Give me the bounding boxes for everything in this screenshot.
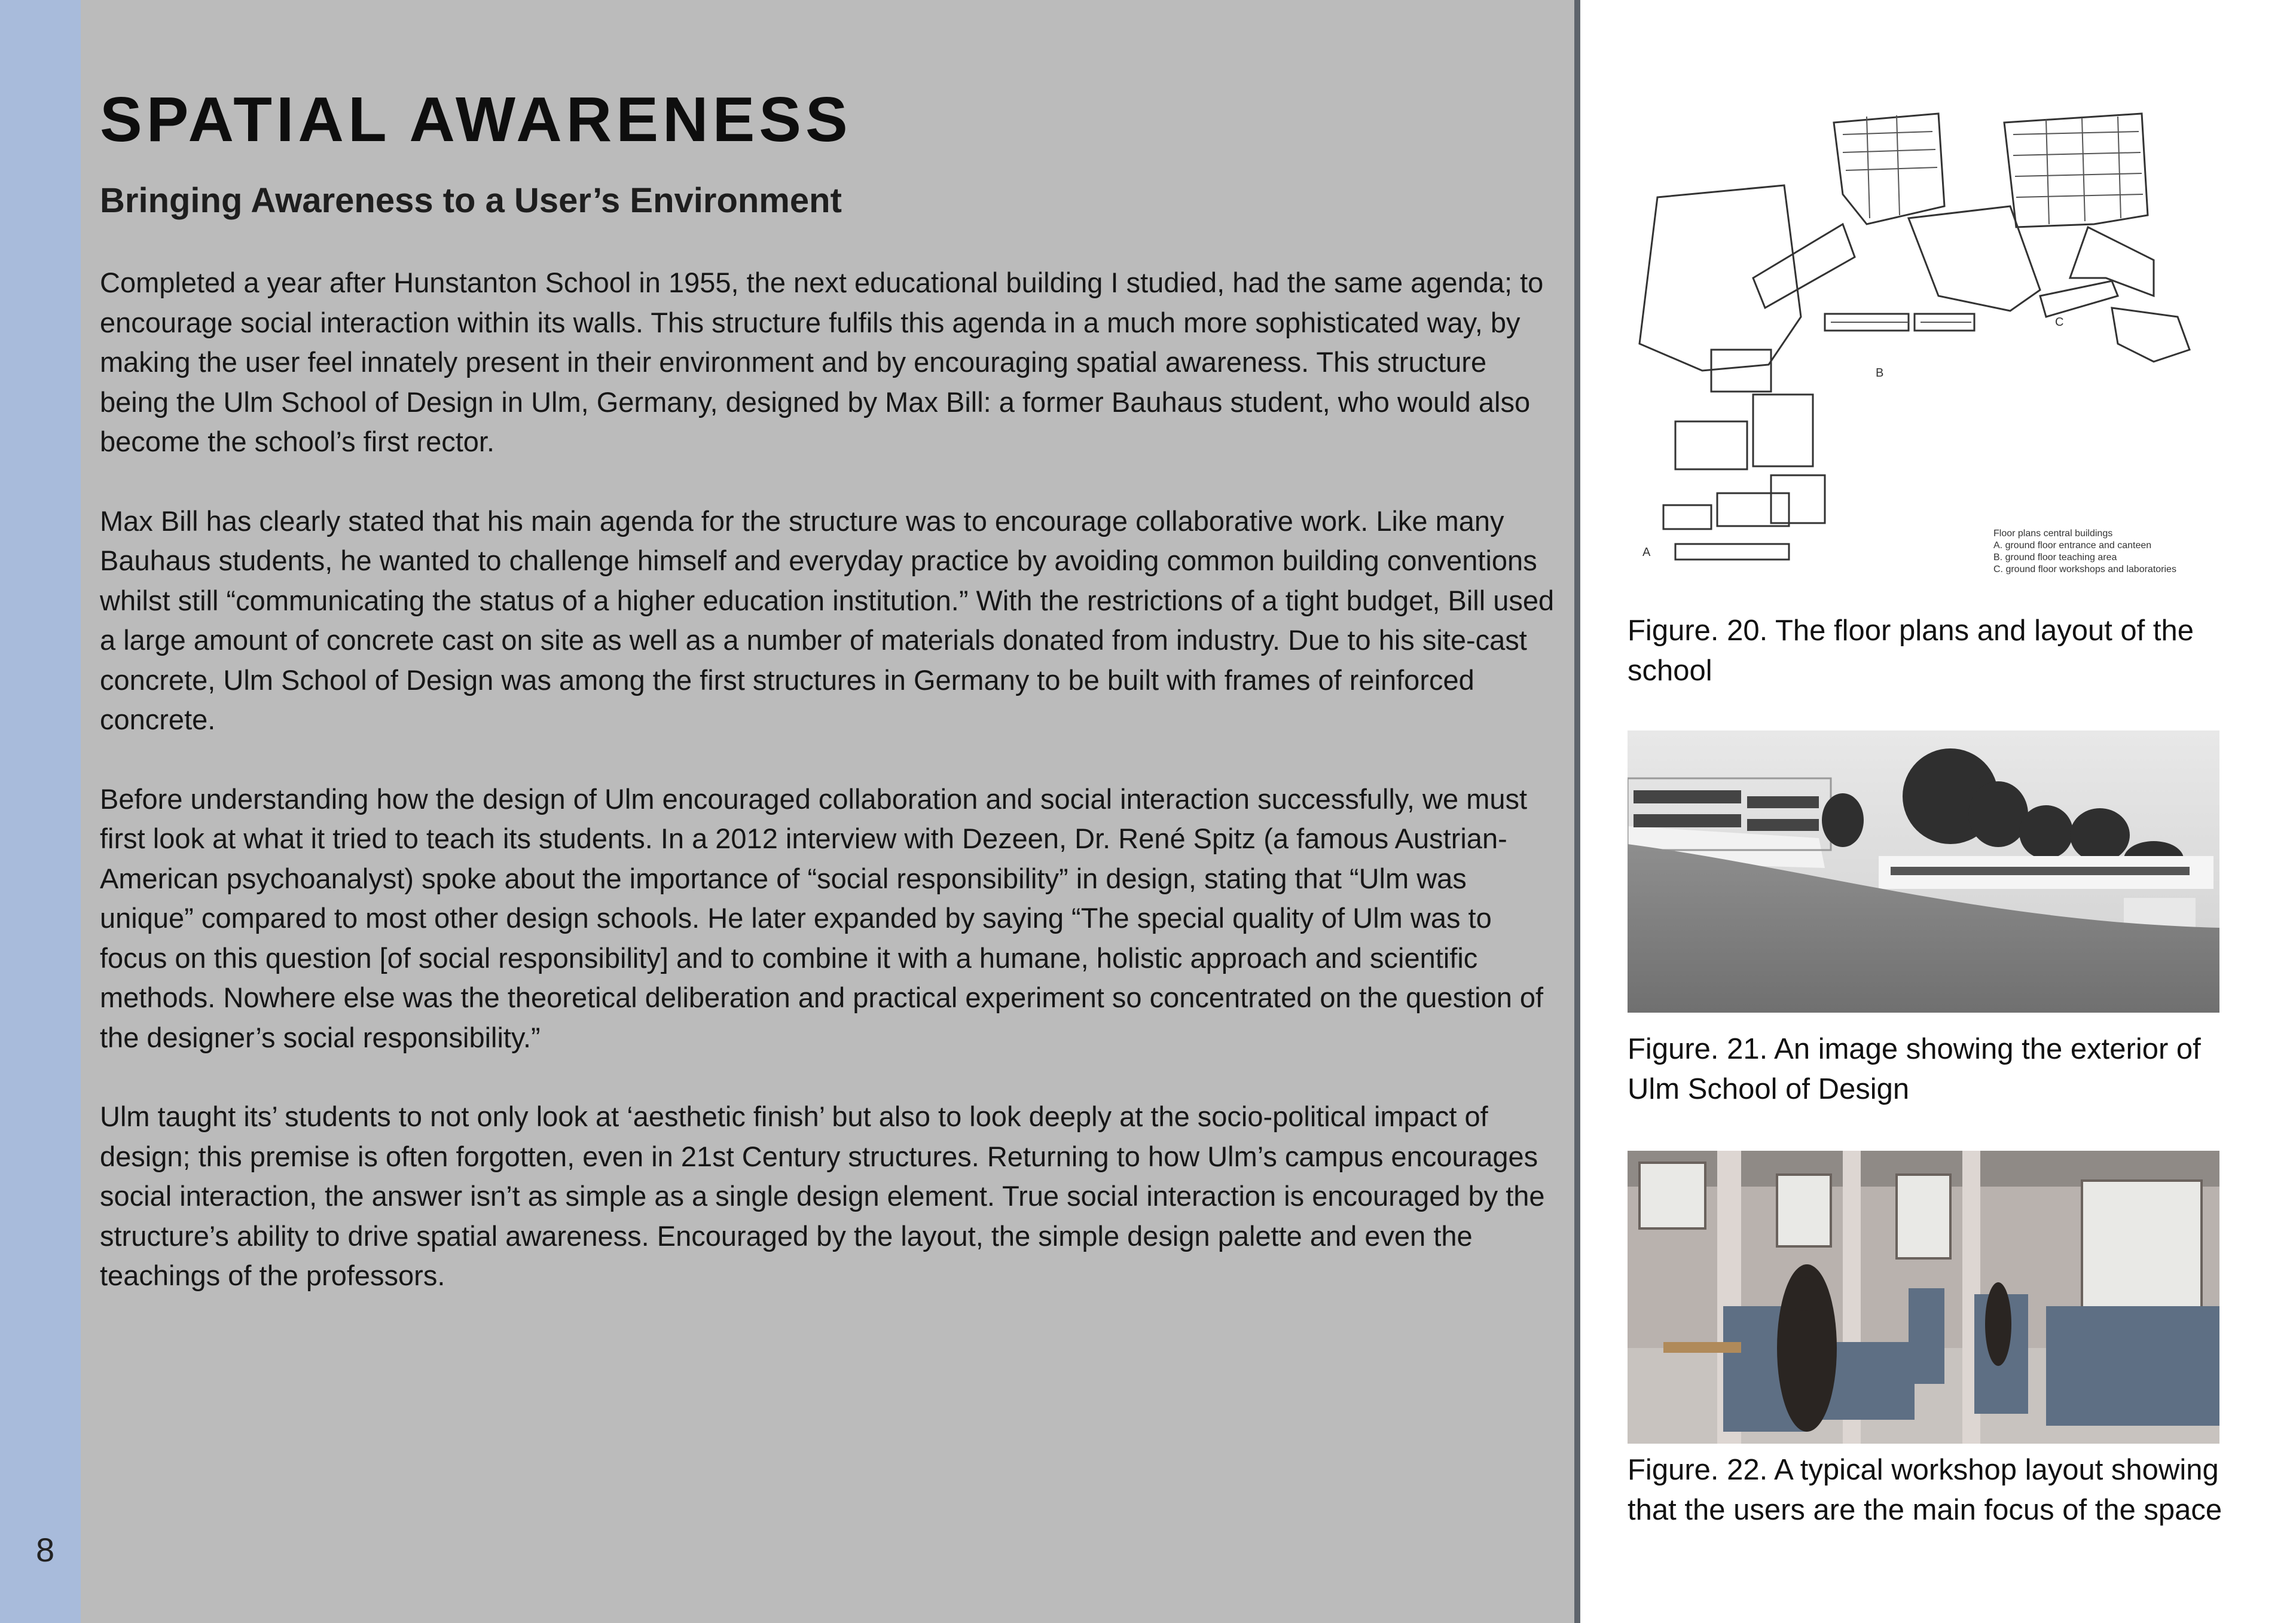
paragraph: Ulm taught its’ students to not only look at ‘aesthetic finish’ but also to look deeply at the socio-political impact of design; this premise is often forgotten, even in 21st Century structures. Returning to how Ulm’s campus encourages social interaction, the answer isn’t as simple as a single design element. True social interaction is encouraged by the structure’s ability to drive spatial awareness. Encouraged by the layout, the simple design palette and even the teachings of the professors.: [100, 1101, 1545, 1291]
paragraph: Completed a year after Hunstanton School in 1955, the next educational building I studied, had the same agenda; to encourage social interaction within its walls. This structure fulfils this agenda in a much more sophisticated way, by making the user feel innately present in their environment and by encouraging spatial awareness. This structure being the Ulm School of Design in Ulm, Germany, designed by Max Bill: a former Bauhaus student, who would also become the school’s first rector.: [100, 267, 1544, 457]
paragraph: Max Bill has clearly stated that his main agenda for the structure was to encourage collaborative work. Like many Bauhaus students, he wanted to challenge himself and everyday practice by avoiding common building conventions whilst still “communicating the status of a higher education institution.” With the restrictions of a tight budget, Bill used a large amount of concrete cast on site as well as a number of materials donated from industry. Due to his site-cast concrete, Ulm School of Design was among the first structures in Germany to be built with frames of reinforced concrete.: [100, 505, 1555, 735]
figure-caption-22: Figure. 22. A typical workshop layout showing that the users are the main focus of the space: [1628, 1454, 2222, 1526]
page-title: SPATIAL AWARENESS: [100, 84, 852, 155]
text-panel: [81, 0, 1574, 1623]
page-number: 8: [36, 1531, 55, 1569]
floor-plan-figure: [1628, 99, 2219, 586]
body-text: [100, 263, 1559, 1335]
paragraph: Before understanding how the design of Ulm encouraged collaboration and social interaction successfully, we must first look at what it tried to teach its students. In a 2012 interview with Dezeen, Dr. René Spitz (a famous Austrian-American psychoanalyst) spoke about the importance of “social responsibility” in design, stating that “Ulm was unique” compared to most other design schools. He later expanded by saying “The special quality of Ulm was to focus on this question [of social responsibility] and to combine it with a humane, holistic approach and scientific methods. Nowhere else was the theoretical deliberation and practical experiment so concentrated on the question of the designer’s social responsibility.”: [100, 783, 1544, 1053]
figure-caption-20: Figure. 20. The floor plans and layout of the school: [1628, 615, 2194, 687]
left-accent-strip: [0, 0, 81, 1623]
plan-legend-b: B. ground floor teaching area: [1993, 552, 2117, 563]
plan-label-a: A: [1642, 546, 1651, 559]
plan-label-b: B: [1876, 366, 1884, 380]
figure-caption-21: Figure. 21. An image showing the exterior of Ulm School of Design: [1628, 1033, 2201, 1105]
page-subtitle: Bringing Awareness to a User’s Environment: [100, 181, 842, 220]
workshop-photo: [1628, 1151, 2219, 1444]
plan-legend-title: Floor plans central buildings: [1993, 528, 2113, 539]
plan-legend-a: A. ground floor entrance and canteen: [1993, 540, 2152, 551]
plan-label-c: C: [2055, 316, 2064, 329]
plan-legend-c: C. ground floor workshops and laboratories: [1993, 564, 2176, 574]
exterior-photo: [1628, 730, 2219, 1013]
